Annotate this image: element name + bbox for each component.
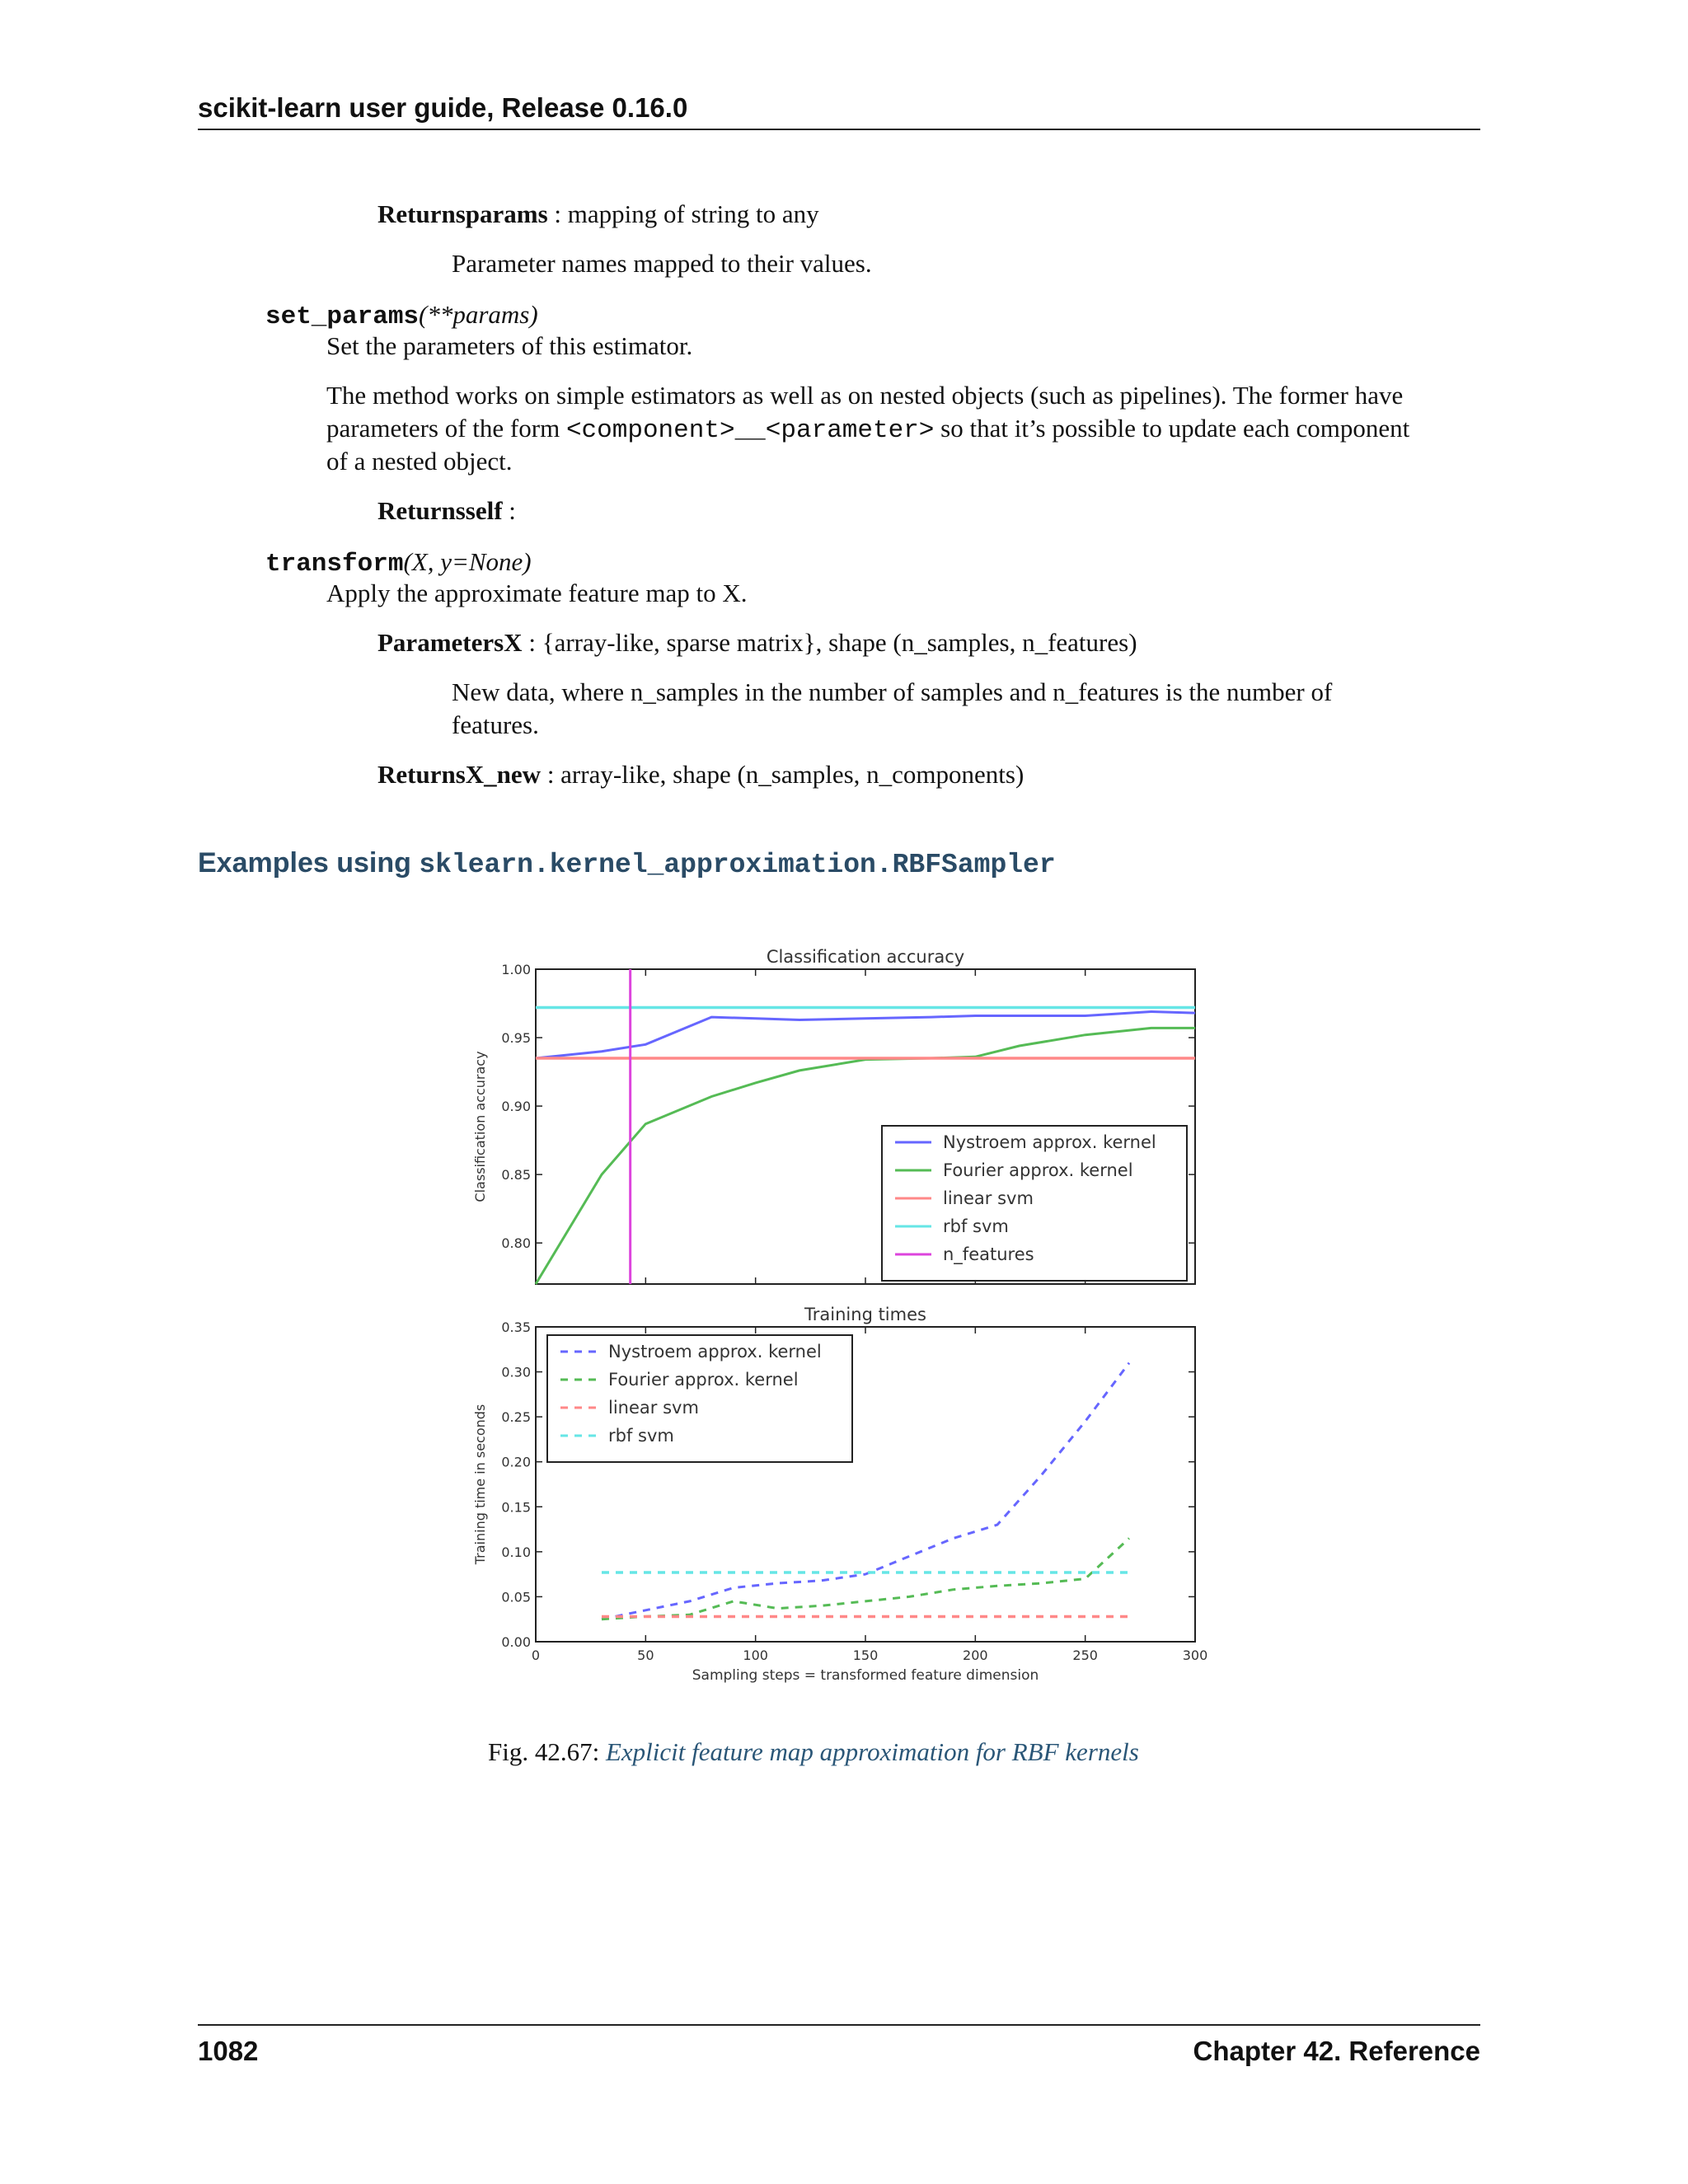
times-chart: [472, 1305, 1207, 1684]
times-xtick-label: 150: [852, 1647, 879, 1663]
examples-section-heading: [198, 847, 1056, 880]
returns-self-label: Returnsself: [377, 496, 503, 525]
times-ytick-label: 0.20: [501, 1454, 531, 1470]
times-ytick-label: 0.15: [501, 1499, 531, 1516]
figure-rbf-approximation: [462, 931, 1220, 1690]
footer-rule: [198, 2024, 1480, 2026]
section-code: sklearn.kernel_approximation.RBFSampler: [419, 850, 1056, 880]
accuracy-ytick-label: 0.95: [501, 1030, 531, 1047]
set-params-desc: Set the parameters of this estimator.: [326, 331, 693, 360]
accuracy-ytick-label: 0.90: [501, 1099, 531, 1115]
accuracy-ylabel: Classification accuracy: [472, 1051, 488, 1202]
times-xtick-label: 300: [1182, 1647, 1208, 1663]
times-xtick-label: 250: [1072, 1647, 1098, 1663]
returns-xnew-type: : array-like, shape (n_samples, n_components): [541, 760, 1025, 789]
accuracy-chart: [472, 947, 1195, 1284]
transform-args: (X, y=None): [403, 547, 532, 576]
accuracy-title: Classification accuracy: [766, 947, 965, 967]
figure-caption-link[interactable]: Explicit feature map approximation for RBF kernels: [605, 1737, 1139, 1766]
set-params-name: set_params: [265, 302, 420, 331]
set-params-signature[interactable]: [265, 298, 538, 334]
times-legend-label: Nystroem approx. kernel: [608, 1342, 822, 1361]
page-number: 1082: [198, 2036, 259, 2066]
method-text-line-1: The method works on simple estimators as well as on nested objects (such as pipelines). The former have: [326, 381, 1404, 410]
chapter-label: Chapter 42. Reference: [1193, 2036, 1480, 2066]
returns-xnew-label: ReturnsX_new: [377, 760, 542, 789]
params-x-type: : {array-like, sparse matrix}, shape (n_samples, n_features): [522, 628, 1137, 657]
times-xtick-label: 50: [637, 1647, 654, 1663]
times-legend-label: rbf svm: [608, 1426, 674, 1446]
params-x-desc-1: New data, where n_samples in the number of samples and n_features is the number of: [452, 677, 1333, 706]
params-x-desc-2: features.: [452, 710, 539, 739]
accuracy-ytick-label: 1.00: [501, 962, 531, 977]
times-xtick-label: 100: [743, 1647, 768, 1663]
accuracy-legend-label: rbf svm: [943, 1216, 1009, 1236]
figure-caption: [488, 1737, 1139, 1767]
times-legend-label: Fourier approx. kernel: [608, 1370, 799, 1390]
returns-params-line: [377, 198, 819, 231]
returns-self-colon: :: [502, 496, 516, 525]
running-header: scikit-learn user guide, Release 0.16.0: [198, 92, 688, 123]
set-params-args: (**params): [419, 300, 538, 329]
accuracy-legend-label: Nystroem approx. kernel: [943, 1132, 1156, 1152]
times-ylabel: Training time in seconds: [472, 1404, 488, 1565]
method-text-2b: so that it’s possible to update each component: [934, 414, 1410, 443]
returns-xnew-line: [377, 758, 1024, 791]
times-legend-label: linear svm: [608, 1398, 699, 1418]
accuracy-legend-label: Fourier approx. kernel: [943, 1160, 1133, 1180]
times-xlabel: Sampling steps = transformed feature dimension: [692, 1667, 1039, 1684]
returns-params-type: : mapping of string to any: [547, 199, 819, 228]
times-ytick-label: 0.35: [501, 1319, 531, 1335]
accuracy-legend-label: linear svm: [943, 1188, 1034, 1208]
returns-self-line: [377, 494, 516, 527]
times-title: Training times: [804, 1305, 926, 1324]
method-text-line-3: of a nested object.: [326, 447, 513, 476]
transform-name: transform: [265, 550, 404, 579]
times-xtick-label: 0: [531, 1647, 541, 1663]
times-ytick-label: 0.00: [501, 1634, 531, 1650]
returns-params-desc: Parameter names mapped to their values.: [452, 249, 872, 278]
times-ytick-label: 0.25: [501, 1409, 531, 1426]
times-ytick-label: 0.05: [501, 1589, 531, 1605]
params-x-label: ParametersX: [377, 628, 523, 657]
accuracy-ytick-label: 0.80: [501, 1235, 531, 1252]
params-x-line: [377, 626, 1137, 659]
times-ytick-label: 0.10: [501, 1544, 531, 1560]
returns-params-label: Returnsparams: [377, 199, 548, 228]
method-text-2a: parameters of the form: [326, 414, 566, 443]
section-prefix: Examples using: [198, 847, 420, 879]
accuracy-ytick-label: 0.85: [501, 1167, 531, 1183]
transform-desc: Apply the approximate feature map to X.: [326, 579, 748, 607]
method-code: <component>__<parameter>: [565, 416, 935, 445]
method-text-line-2: [326, 412, 1409, 448]
times-xtick-label: 200: [963, 1647, 988, 1663]
figure-caption-prefix: Fig. 42.67:: [488, 1737, 606, 1766]
header-rule: [198, 129, 1480, 130]
transform-signature[interactable]: [265, 546, 532, 581]
accuracy-legend-label: n_features: [943, 1244, 1034, 1264]
times-ytick-label: 0.30: [501, 1364, 531, 1380]
